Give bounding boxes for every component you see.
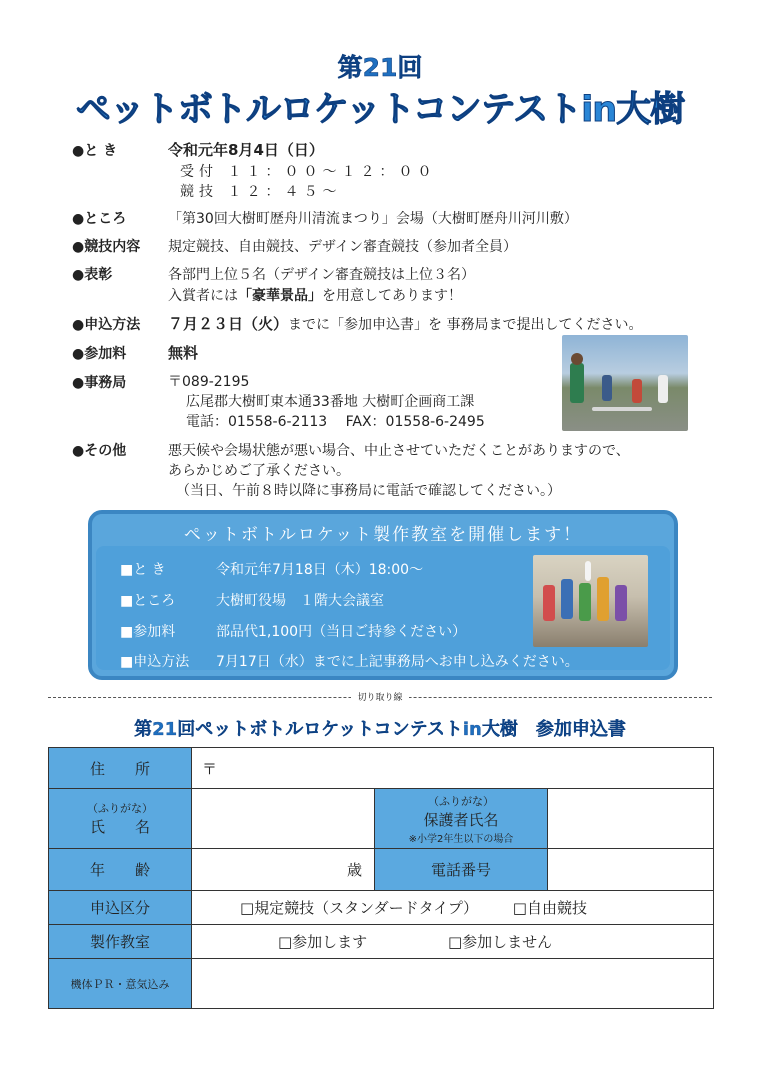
workshop-title: ペットボトルロケット製作教室を開催します！	[183, 525, 583, 545]
workshop-place-value: 大樹町役場 １階大会議室	[216, 593, 384, 609]
office-phone: 電話：01558-6-2113 FAX：01558-6-2495	[186, 414, 485, 430]
name-row	[49, 789, 714, 849]
office-zip: 〒089-2195	[168, 374, 250, 390]
name-field[interactable]	[192, 789, 375, 849]
contest-photo	[562, 335, 688, 431]
when-reception: 受付 １１：００～１２：００	[180, 164, 437, 180]
workshop-fee-label: ■参加料	[120, 624, 176, 640]
phone-label: 電話番号	[375, 849, 548, 891]
when-date: 令和元年8月4日（日）	[168, 141, 324, 159]
other-line2: あらかじめご了承ください。	[168, 463, 350, 479]
contest-title: ペットボトルロケットコンテストin大樹	[75, 90, 685, 130]
apply-label: ●申込方法	[72, 317, 141, 333]
category-options	[192, 891, 714, 925]
workshop-attend-checkbox[interactable]: □参加します	[278, 933, 368, 951]
pr-row	[49, 959, 714, 1009]
when-label: ●と き	[72, 143, 118, 159]
category-row	[49, 891, 714, 925]
award-line2: 入賞者には「豪華景品」を用意してあります！	[168, 288, 462, 304]
pr-label: 機体ＰＲ・意気込み	[49, 959, 192, 1009]
form-title: 第21回ペットボトルロケットコンテストin大樹 参加申込書	[134, 719, 626, 740]
other-label: ●その他	[72, 443, 127, 459]
other-line3: （当日、午前８時以降に事務局に電話で確認してください。）	[176, 483, 561, 499]
guardian-label-cell: （ふりがな） 保護者氏名 ※小学2年生以下の場合	[375, 789, 548, 849]
award-line1: 各部門上位５名（デザイン審査競技は上位３名）	[168, 267, 476, 283]
place-label: ●ところ	[72, 211, 127, 227]
edition-title: 第21回	[337, 53, 423, 82]
office-label: ●事務局	[72, 375, 127, 391]
workshop-fee-value: 部品代1,100円（当日ご持参ください）	[216, 624, 467, 640]
name-label-cell: （ふりがな） 氏 名	[49, 789, 192, 849]
events-label: ●競技内容	[72, 239, 141, 255]
workshop-options	[192, 925, 714, 959]
place-value: 「第30回大樹町歴舟川清流まつり」会場（大樹町歴舟川河川敷）	[168, 211, 578, 227]
application-form	[48, 747, 714, 1009]
phone-field[interactable]	[548, 849, 714, 891]
age-label: 年 齢	[49, 849, 192, 891]
workshop-place-label: ■ところ	[120, 593, 176, 609]
guardian-name-field[interactable]	[548, 789, 714, 849]
workshop-apply-label: ■申込方法	[120, 654, 190, 670]
prize-highlight: 「豪華景品」	[238, 288, 322, 304]
workshop-when-value: 令和元年7月18日（木）18:00～	[216, 562, 424, 578]
age-field[interactable]: 歳	[192, 849, 375, 891]
category-standard-checkbox[interactable]: □規定競技（スタンダードタイプ）	[240, 899, 478, 917]
category-free-checkbox[interactable]: □自由競技	[512, 899, 587, 917]
workshop-when-label: ■と き	[120, 562, 166, 578]
fee-label: ●参加料	[72, 346, 127, 362]
cut-line-label: 切り取り線	[0, 690, 760, 703]
address-field[interactable]: 〒	[192, 748, 714, 789]
pr-field[interactable]	[192, 959, 714, 1009]
award-label: ●表彰	[72, 267, 113, 283]
workshop-label: 製作教室	[49, 925, 192, 959]
category-label: 申込区分	[49, 891, 192, 925]
workshop-photo	[533, 555, 648, 647]
apply-value: ７月２３日（火）までに「参加申込書」を 事務局まで提出してください。	[168, 315, 643, 333]
workshop-apply-value: 7月17日（水）までに上記事務局へお申し込みください。	[216, 654, 579, 670]
when-contest: 競技 １２：４５～	[180, 184, 342, 200]
workshop-decline-checkbox[interactable]: □参加しません	[447, 933, 553, 951]
events-value: 規定競技、自由競技、デザイン審査競技（参加者全員）	[168, 239, 518, 255]
fee-value: 無料	[168, 344, 199, 362]
other-line1: 悪天候や会場状態が悪い場合、中止させていただくことがありますので、	[168, 443, 630, 459]
age-row	[49, 849, 714, 891]
address-row	[49, 748, 714, 789]
address-label: 住 所	[49, 748, 192, 789]
office-address: 広尾郡大樹町東本通33番地 大樹町企画商工課	[186, 394, 475, 410]
workshop-row	[49, 925, 714, 959]
